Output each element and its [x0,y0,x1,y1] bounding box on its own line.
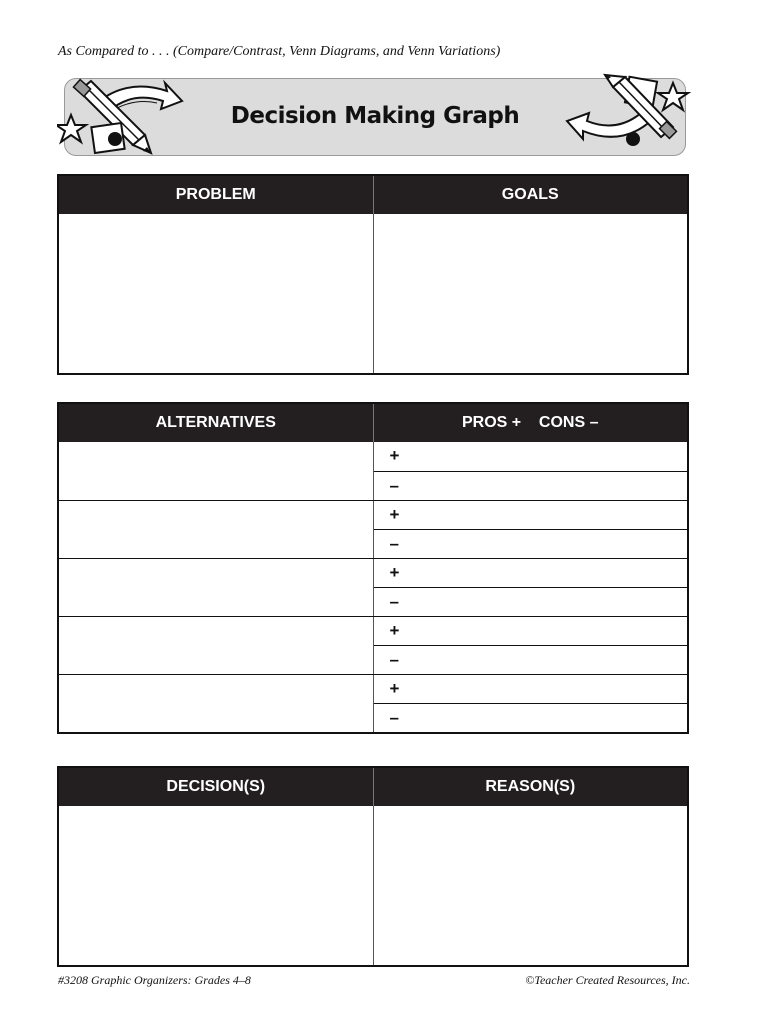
title-banner [64,78,686,156]
plus-sign: + [389,563,400,582]
alternative-row [59,500,687,558]
pro-field[interactable] [374,675,688,703]
minus-sign: – [389,650,399,669]
curved-arrow-icon [567,113,653,139]
footer-right: ©Teacher Created Resources, Inc. [525,973,690,987]
pro-field[interactable] [374,617,688,645]
pros-cons-cell [374,559,688,616]
alternative-row [59,558,687,616]
con-field[interactable] [374,529,688,558]
plus-sign: + [389,679,400,698]
alternative-field[interactable] [59,442,374,500]
con-field[interactable] [374,587,688,616]
reasons-header: REASON(S) [485,778,576,795]
pros-cons-cell [374,617,688,674]
right-clipart [553,69,693,161]
decision-field[interactable] [59,806,374,965]
goals-header: GOALS [501,186,559,203]
alternatives-header: ALTERNATIVES [59,404,374,442]
pros-cons-header: PROS + CONS – [462,414,599,431]
con-field[interactable] [374,645,688,674]
pros-cons-cell [374,675,688,732]
banner-title: Decision Making Graph [230,103,520,129]
alternatives-body [59,442,687,732]
alternative-row [59,674,687,732]
plus-sign: + [389,505,400,524]
decision-reasons-table [57,766,689,967]
alternatives-table [57,402,689,734]
page-header: As Compared to . . . (Compare/Contrast, Venn Diagrams, and Venn Variations) [58,44,501,59]
con-field[interactable] [374,703,688,732]
pro-field[interactable] [374,442,688,471]
alternative-field[interactable] [59,675,374,732]
decision-header: DECISION(S) [59,768,374,806]
plus-sign: + [389,446,400,466]
minus-sign: – [389,534,399,553]
footer-left: #3208 Graphic Organizers: Grades 4–8 [58,973,251,987]
minus-sign: – [389,708,399,727]
pros-cons-cell [374,501,688,558]
minus-sign: – [389,475,399,495]
problem-goals-table [57,174,689,375]
alternative-field[interactable] [59,501,374,558]
problem-header: PROBLEM [59,176,374,214]
pros-cons-cell [374,442,688,500]
star-icon [658,83,688,110]
problem-field[interactable] [59,214,374,373]
minus-sign: – [389,592,399,611]
pro-field[interactable] [374,501,688,529]
reasons-field[interactable] [374,806,688,965]
plus-sign: + [389,621,400,640]
pro-field[interactable] [374,559,688,587]
alternative-field[interactable] [59,617,374,674]
alternative-row [59,616,687,674]
con-field[interactable] [374,471,688,501]
alternative-row [59,442,687,500]
goals-field[interactable] [374,214,688,373]
alternative-field[interactable] [59,559,374,616]
